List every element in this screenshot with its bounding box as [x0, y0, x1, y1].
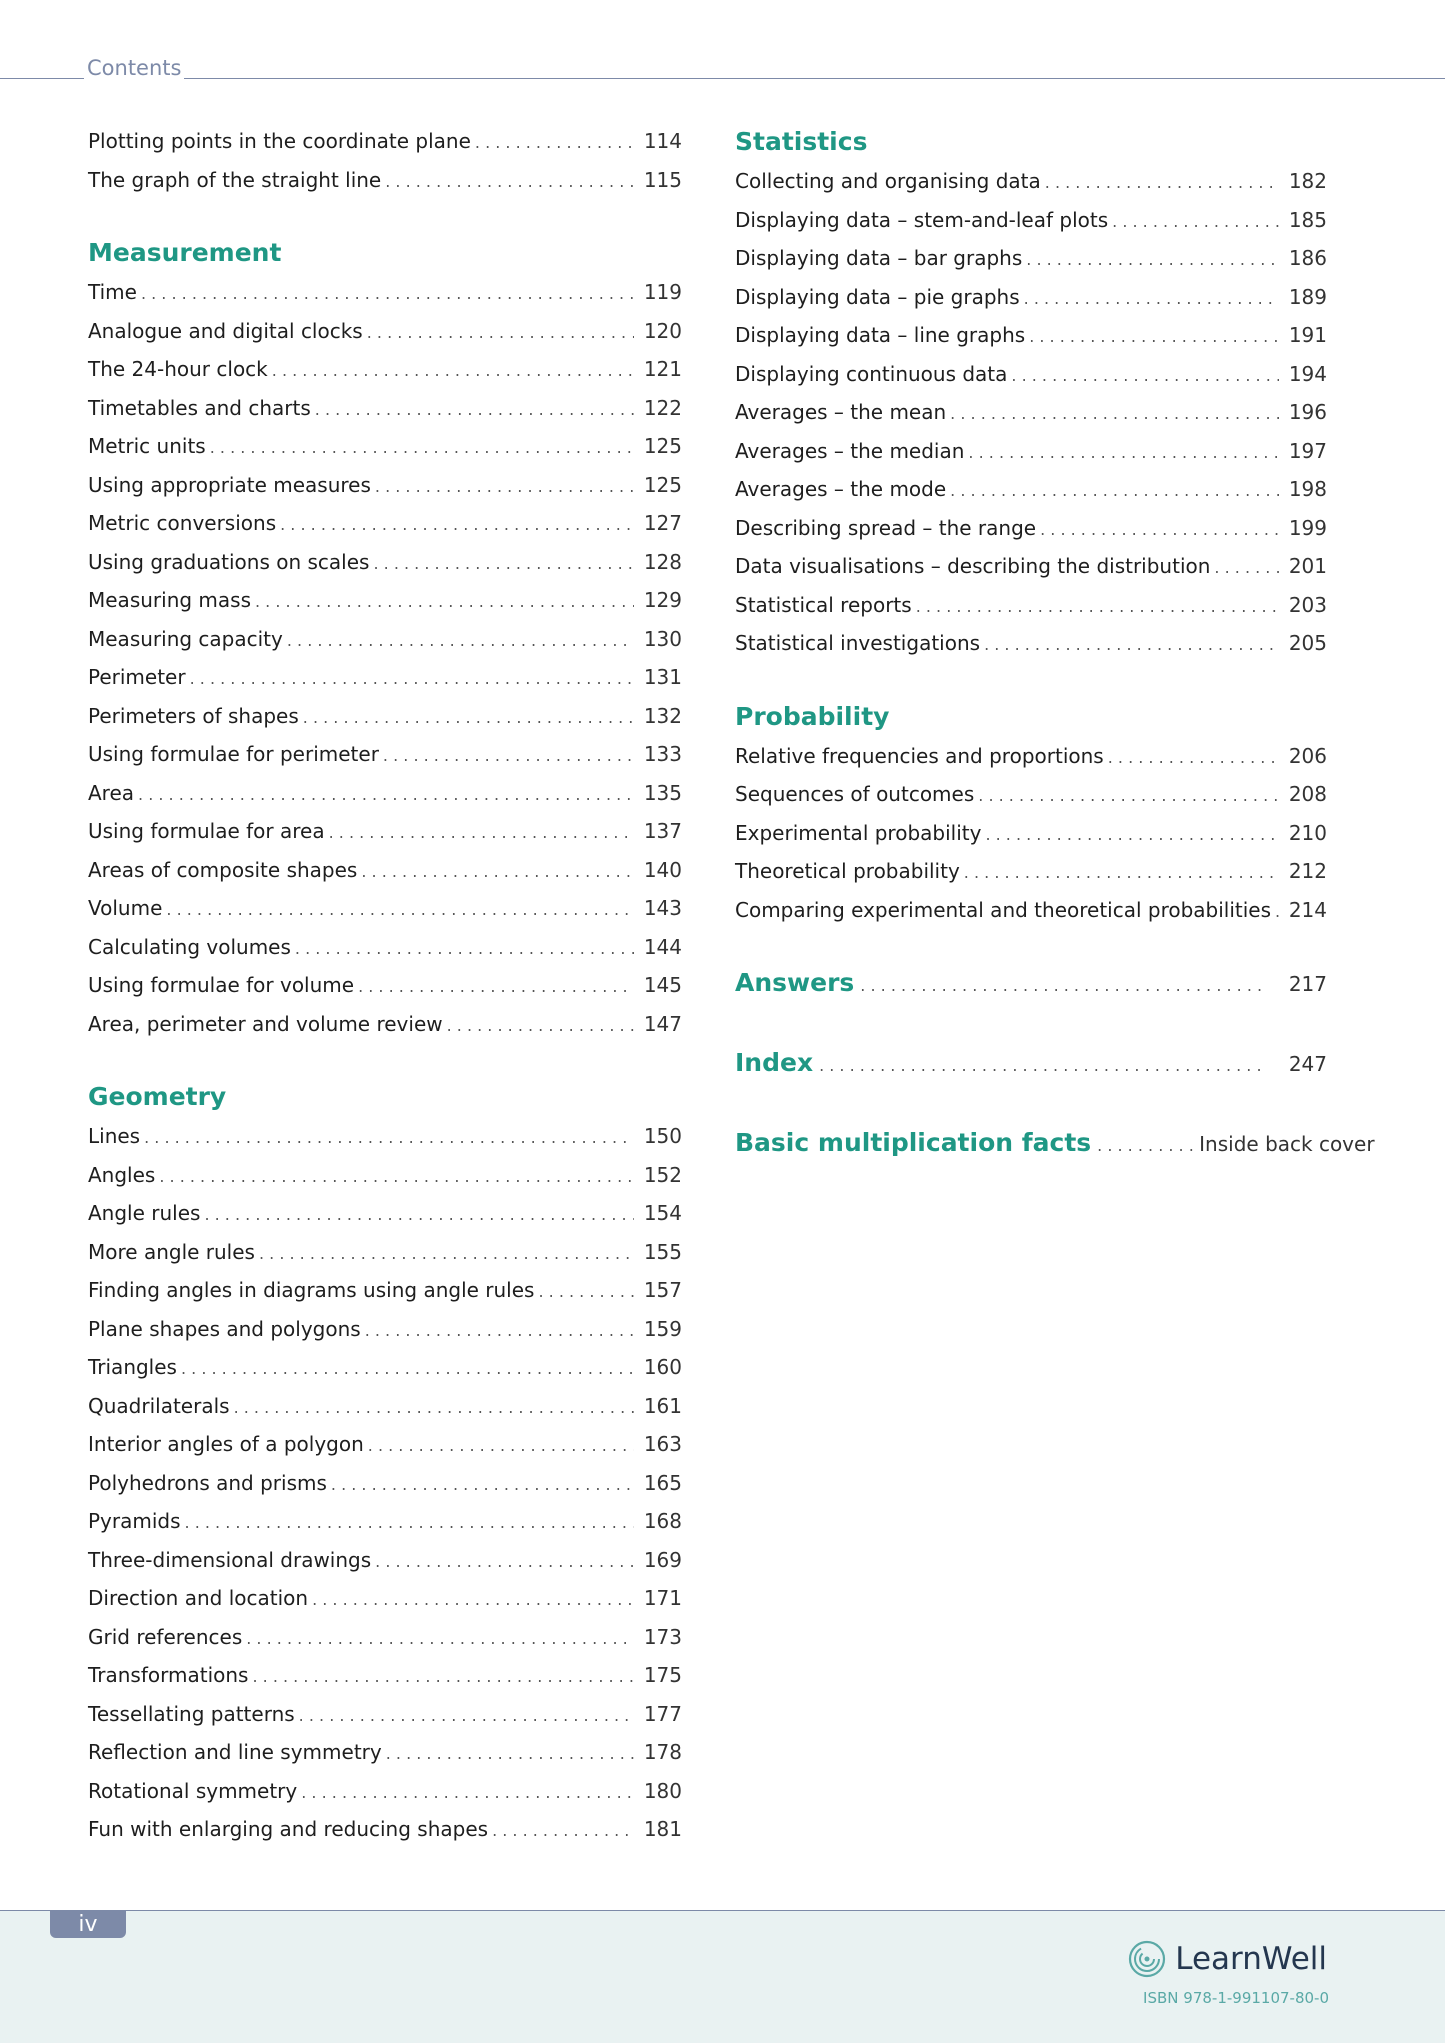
toc-entry[interactable]: [88, 122, 682, 161]
toc-entry[interactable]: [735, 393, 1327, 432]
toc-entry[interactable]: [88, 1772, 682, 1811]
entry-page-number: 145: [643, 973, 682, 997]
toc-entry[interactable]: [88, 1271, 682, 1310]
entry-page-number: 165: [643, 1470, 682, 1495]
toc-entry[interactable]: [88, 273, 682, 312]
toc-entry[interactable]: [735, 316, 1327, 355]
toc-entry[interactable]: [88, 889, 682, 928]
index-page: 247: [1288, 1052, 1327, 1076]
entry-page-number: 180: [643, 1778, 682, 1803]
entry-page-number: 144: [643, 934, 682, 959]
toc-entry[interactable]: [88, 543, 682, 582]
toc-entry[interactable]: [88, 1464, 682, 1503]
leader-dots: [252, 1658, 634, 1697]
leader-dots: [860, 966, 1265, 1006]
entry-page-number: 194: [1288, 361, 1327, 386]
entry-title: Volume: [88, 896, 163, 920]
leader-dots: [1108, 739, 1279, 778]
entry-page-number: 114: [643, 129, 682, 153]
entry-page-number: 171: [643, 1586, 682, 1610]
toc-entry[interactable]: [88, 1310, 682, 1349]
entry-page-number: 122: [643, 395, 682, 420]
toc-entry[interactable]: [88, 1541, 682, 1580]
toc-entry[interactable]: [88, 1618, 682, 1657]
toc-entry[interactable]: [88, 658, 682, 697]
entry-page-number: 115: [643, 167, 682, 192]
entry-title: Comparing experimental and theoretical probabilities: [735, 897, 1272, 922]
statistics-entries: [735, 162, 1327, 663]
toc-entry[interactable]: [735, 201, 1327, 240]
toc-left-column: [88, 122, 682, 1849]
toc-entry[interactable]: [88, 312, 682, 351]
answers-label: Answers: [735, 968, 855, 997]
learnwell-logo-icon: [1127, 1939, 1167, 1979]
page-number: iv: [50, 1911, 126, 1938]
leader-dots: [272, 352, 634, 391]
toc-entry-answers[interactable]: [735, 963, 1327, 1003]
leader-dots: [978, 777, 1279, 816]
isbn: ISBN 978-1-991107-80-0: [1143, 1989, 1329, 2007]
entry-page-number: 128: [643, 549, 682, 574]
toc-entry[interactable]: [88, 620, 682, 659]
toc-entry-index[interactable]: [735, 1043, 1327, 1083]
toc-entry[interactable]: [88, 1656, 682, 1695]
entry-page-number: 210: [1288, 820, 1327, 845]
leader-dots: [375, 468, 634, 507]
entry-page-number: 208: [1288, 782, 1327, 806]
leader-dots: [492, 1812, 634, 1851]
toc-entry[interactable]: [88, 1156, 682, 1195]
leader-dots: [210, 429, 634, 468]
multiplication-page: Inside back cover: [1199, 1132, 1375, 1156]
entry-page-number: 125: [643, 434, 682, 458]
entry-page-number: 150: [643, 1124, 682, 1148]
entry-title: Tessellating patterns: [88, 1701, 295, 1726]
toc-entry[interactable]: [88, 1117, 682, 1156]
entry-page-number: 129: [643, 588, 682, 612]
entry-page-number: 163: [643, 1432, 682, 1456]
brand: [1127, 1937, 1327, 1981]
entry-title: Three-dimensional drawings: [88, 1547, 372, 1572]
leader-dots: [386, 1735, 634, 1774]
entry-title: Pyramids: [88, 1509, 181, 1533]
leader-dots: [385, 163, 634, 202]
toc-entry[interactable]: [88, 774, 682, 813]
entry-page-number: 133: [643, 742, 682, 766]
leader-dots: [329, 814, 634, 853]
leader-dots: [299, 1697, 634, 1736]
entry-title: Using formulae for volume: [88, 973, 355, 997]
toc-entry[interactable]: [735, 891, 1327, 930]
toc-entry[interactable]: [88, 1810, 682, 1849]
toc-entry[interactable]: [735, 624, 1327, 663]
entry-page-number: 198: [1288, 477, 1327, 501]
toc-entry[interactable]: [735, 278, 1327, 317]
entry-page-number: 197: [1288, 438, 1327, 463]
leader-dots: [280, 506, 634, 545]
toc-entry[interactable]: [735, 737, 1327, 776]
entry-title: Rotational symmetry: [88, 1778, 298, 1803]
entry-title: Metric conversions: [88, 511, 277, 535]
entry-title: Fun with enlarging and reducing shapes: [88, 1817, 489, 1841]
leader-dots: [1011, 357, 1279, 396]
page-header: [0, 56, 1445, 80]
entry-page-number: 199: [1288, 515, 1327, 540]
entry-title: Areas of composite shapes: [88, 857, 358, 882]
entry-title: Measuring mass: [88, 588, 251, 612]
toc-entry[interactable]: [88, 161, 682, 200]
toc-entry[interactable]: [735, 586, 1327, 625]
entry-page-number: 119: [643, 280, 682, 304]
entry-page-number: 135: [643, 780, 682, 805]
page-footer: [0, 1910, 1445, 2043]
leader-dots: [447, 1007, 634, 1046]
leader-dots: [141, 275, 634, 314]
entry-page-number: 161: [643, 1393, 682, 1418]
leader-dots: [190, 660, 634, 699]
entry-page-number: 159: [643, 1316, 682, 1341]
section-heading-geometry: Geometry: [88, 1082, 227, 1111]
leader-dots: [204, 1196, 634, 1235]
toc-entry[interactable]: [88, 851, 682, 890]
entry-title: Polyhedrons and prisms: [88, 1470, 327, 1495]
toc-entry[interactable]: [735, 775, 1327, 814]
entry-title: Timetables and charts: [88, 395, 311, 420]
entry-title: Angle rules: [88, 1201, 201, 1225]
toc-entry[interactable]: [735, 239, 1327, 278]
leader-dots: [138, 776, 634, 815]
entry-page-number: 168: [643, 1509, 682, 1533]
toc-entry[interactable]: [88, 1233, 682, 1272]
leader-dots: [375, 1543, 634, 1582]
leader-dots: [185, 1504, 634, 1543]
entry-title: Statistical investigations: [735, 631, 981, 655]
leader-dots: [246, 1620, 634, 1659]
header-title: Contents: [84, 56, 184, 80]
toc-entry[interactable]: [735, 355, 1327, 394]
entry-page-number: 189: [1288, 284, 1327, 309]
toc-entry[interactable]: [88, 1387, 682, 1426]
leader-dots: [365, 1312, 634, 1351]
leader-dots: [331, 1466, 634, 1505]
entry-title: More angle rules: [88, 1239, 255, 1264]
entry-page-number: 169: [643, 1547, 682, 1572]
entry-page-number: 137: [643, 819, 682, 843]
leader-dots: [1275, 893, 1279, 932]
entry-page-number: 130: [643, 626, 682, 651]
entry-title: Displaying data – stem-and-leaf plots: [735, 207, 1109, 232]
header-rule: [0, 78, 1445, 79]
section-heading-measurement: Measurement: [88, 238, 282, 267]
leader-dots: [367, 314, 634, 353]
leader-dots: [475, 124, 634, 163]
leader-dots: [312, 1581, 634, 1620]
entry-title: Displaying data – bar graphs: [735, 246, 1023, 270]
toc-right-column: [735, 122, 1375, 1163]
entry-title: Quadrilaterals: [88, 1393, 230, 1418]
entry-page-number: 196: [1288, 400, 1327, 424]
toc-entry[interactable]: [88, 1695, 682, 1734]
entry-title: Sequences of outcomes: [735, 782, 975, 806]
entry-page-number: 201: [1288, 554, 1327, 578]
entry-page-number: 182: [1288, 169, 1327, 193]
entry-title: Using appropriate measures: [88, 472, 371, 497]
leader-dots: [383, 737, 634, 776]
leader-dots: [1214, 549, 1279, 588]
entry-page-number: 157: [643, 1278, 682, 1302]
leader-dots: [259, 1235, 634, 1274]
entry-page-number: 131: [643, 665, 682, 689]
entry-title: Statistical reports: [735, 592, 912, 617]
entry-title: Finding angles in diagrams using angle rules: [88, 1278, 535, 1302]
entry-title: Analogue and digital clocks: [88, 318, 363, 343]
entry-page-number: 175: [643, 1663, 682, 1687]
entry-page-number: 121: [643, 357, 682, 381]
entry-page-number: 125: [643, 472, 682, 497]
entry-page-number: 178: [643, 1740, 682, 1764]
entry-title: Time: [88, 280, 137, 304]
leader-dots: [819, 1046, 1265, 1086]
brand-name: LearnWell: [1175, 1941, 1327, 1977]
toc-entry[interactable]: [88, 1348, 682, 1387]
entry-page-number: 186: [1288, 246, 1327, 270]
entry-title: Metric units: [88, 434, 206, 458]
entry-page-number: 120: [643, 318, 682, 343]
toc-entry[interactable]: [88, 389, 682, 428]
entry-title: Displaying data – pie graphs: [735, 284, 1020, 309]
intro-entries: [88, 122, 682, 199]
entry-title: Perimeter: [88, 665, 186, 689]
entry-page-number: 143: [643, 896, 682, 920]
toc-entry[interactable]: [88, 966, 682, 1005]
toc-entry[interactable]: [88, 1425, 682, 1464]
toc-entry-multiplication[interactable]: [735, 1123, 1375, 1163]
section-heading-probability: Probability: [735, 701, 890, 731]
entry-page-number: 155: [643, 1239, 682, 1264]
entry-title: Direction and location: [88, 1586, 309, 1610]
entry-title: Averages – the mode: [735, 477, 947, 501]
leader-dots: [1040, 511, 1279, 550]
entry-title: Experimental probability: [735, 820, 982, 845]
leader-dots: [181, 1350, 634, 1389]
toc-entry[interactable]: [88, 1579, 682, 1618]
entry-title: Triangles: [88, 1355, 177, 1379]
leader-dots: [358, 968, 634, 1007]
entry-title: Area: [88, 780, 135, 805]
leader-dots: [1029, 318, 1279, 357]
index-label: Index: [735, 1048, 814, 1077]
leader-dots: [1045, 164, 1279, 203]
entry-title: Relative frequencies and proportions: [735, 743, 1104, 768]
entry-title: Reflection and line symmetry: [88, 1740, 382, 1764]
leader-dots: [1097, 1126, 1193, 1166]
multiplication-label: Basic multiplication facts: [735, 1128, 1092, 1157]
leader-dots: [255, 583, 634, 622]
entry-title: Theoretical probability: [735, 859, 960, 883]
entry-title: Averages – the mean: [735, 400, 947, 424]
entry-title: The 24-hour clock: [88, 357, 268, 381]
entry-title: Plotting points in the coordinate plane: [88, 129, 471, 153]
toc-entry[interactable]: [735, 509, 1327, 548]
entry-title: Using formulae for area: [88, 819, 325, 843]
leader-dots: [985, 816, 1279, 855]
toc-entry[interactable]: [88, 735, 682, 774]
entry-page-number: 177: [643, 1701, 682, 1726]
leader-dots: [287, 622, 634, 661]
entry-title: The graph of the straight line: [88, 167, 382, 192]
entry-page-number: 147: [643, 1011, 682, 1036]
toc-entry[interactable]: [88, 581, 682, 620]
entry-page-number: 203: [1288, 592, 1327, 617]
toc-entry[interactable]: [88, 466, 682, 505]
entry-page-number: 185: [1288, 207, 1327, 232]
toc-entry[interactable]: [735, 162, 1327, 201]
toc-entry[interactable]: [88, 928, 682, 967]
toc-entry[interactable]: [88, 697, 682, 736]
entry-page-number: 206: [1288, 743, 1327, 768]
entry-title: Collecting and organising data: [735, 169, 1041, 193]
probability-entries: [735, 737, 1327, 930]
toc-entry[interactable]: [88, 1005, 682, 1044]
entry-page-number: 132: [643, 703, 682, 728]
entry-title: Grid references: [88, 1624, 243, 1649]
entry-title: Area, perimeter and volume review: [88, 1011, 443, 1036]
leader-dots: [1112, 203, 1279, 242]
leader-dots: [1026, 241, 1279, 280]
toc-entry[interactable]: [88, 1733, 682, 1772]
entry-title: Lines: [88, 1124, 141, 1148]
toc-entry[interactable]: [735, 852, 1327, 891]
entry-page-number: 181: [643, 1817, 682, 1841]
entry-title: Averages – the median: [735, 438, 965, 463]
entry-title: Displaying continuous data: [735, 361, 1008, 386]
leader-dots: [964, 854, 1279, 893]
entry-title: Displaying data – line graphs: [735, 323, 1026, 347]
leader-dots: [301, 1774, 634, 1813]
entry-title: Measuring capacity: [88, 626, 283, 651]
toc-entry[interactable]: [88, 1194, 682, 1233]
entry-title: Transformations: [88, 1663, 249, 1687]
measurement-entries: [88, 273, 682, 1043]
leader-dots: [368, 1427, 634, 1466]
entry-page-number: 205: [1288, 631, 1327, 655]
leader-dots: [1024, 280, 1279, 319]
toc-entry[interactable]: [735, 470, 1327, 509]
answers-page: 217: [1288, 972, 1327, 996]
leader-dots: [984, 626, 1279, 665]
leader-dots: [315, 391, 634, 430]
leader-dots: [303, 699, 634, 738]
entry-title: Perimeters of shapes: [88, 703, 299, 728]
entry-page-number: 154: [643, 1201, 682, 1225]
entry-page-number: 191: [1288, 323, 1327, 347]
entry-page-number: 152: [643, 1162, 682, 1187]
leader-dots: [144, 1119, 634, 1158]
entry-title: Plane shapes and polygons: [88, 1316, 361, 1341]
entry-page-number: 140: [643, 857, 682, 882]
leader-dots: [166, 891, 634, 930]
toc-entry[interactable]: [88, 1502, 682, 1541]
leader-dots: [950, 395, 1279, 434]
leader-dots: [295, 930, 634, 969]
leader-dots: [538, 1273, 634, 1312]
leader-dots: [950, 472, 1279, 511]
leader-dots: [361, 853, 634, 892]
geometry-entries: [88, 1117, 682, 1849]
toc-entry[interactable]: [88, 504, 682, 543]
toc-entry[interactable]: [88, 812, 682, 851]
entry-page-number: 160: [643, 1355, 682, 1379]
entry-page-number: 173: [643, 1624, 682, 1649]
toc-entry[interactable]: [735, 547, 1327, 586]
entry-title: Interior angles of a polygon: [88, 1432, 364, 1456]
leader-dots: [968, 434, 1279, 473]
leader-dots: [159, 1158, 634, 1197]
entry-page-number: 214: [1288, 897, 1327, 922]
entry-title: Data visualisations – describing the distribution: [735, 554, 1211, 578]
toc-entry[interactable]: [88, 350, 682, 389]
toc-entry[interactable]: [88, 427, 682, 466]
entry-title: Angles: [88, 1162, 156, 1187]
toc-entry[interactable]: [735, 814, 1327, 853]
entry-title: Using formulae for perimeter: [88, 742, 379, 766]
entry-title: Describing spread – the range: [735, 515, 1037, 540]
entry-title: Using graduations on scales: [88, 549, 370, 574]
toc-entry[interactable]: [735, 432, 1327, 471]
entry-page-number: 127: [643, 511, 682, 535]
leader-dots: [373, 545, 634, 584]
leader-dots: [916, 588, 1279, 627]
entry-title: Calculating volumes: [88, 934, 291, 959]
entry-page-number: 212: [1288, 859, 1327, 883]
leader-dots: [234, 1389, 634, 1428]
section-heading-statistics: Statistics: [735, 127, 868, 156]
